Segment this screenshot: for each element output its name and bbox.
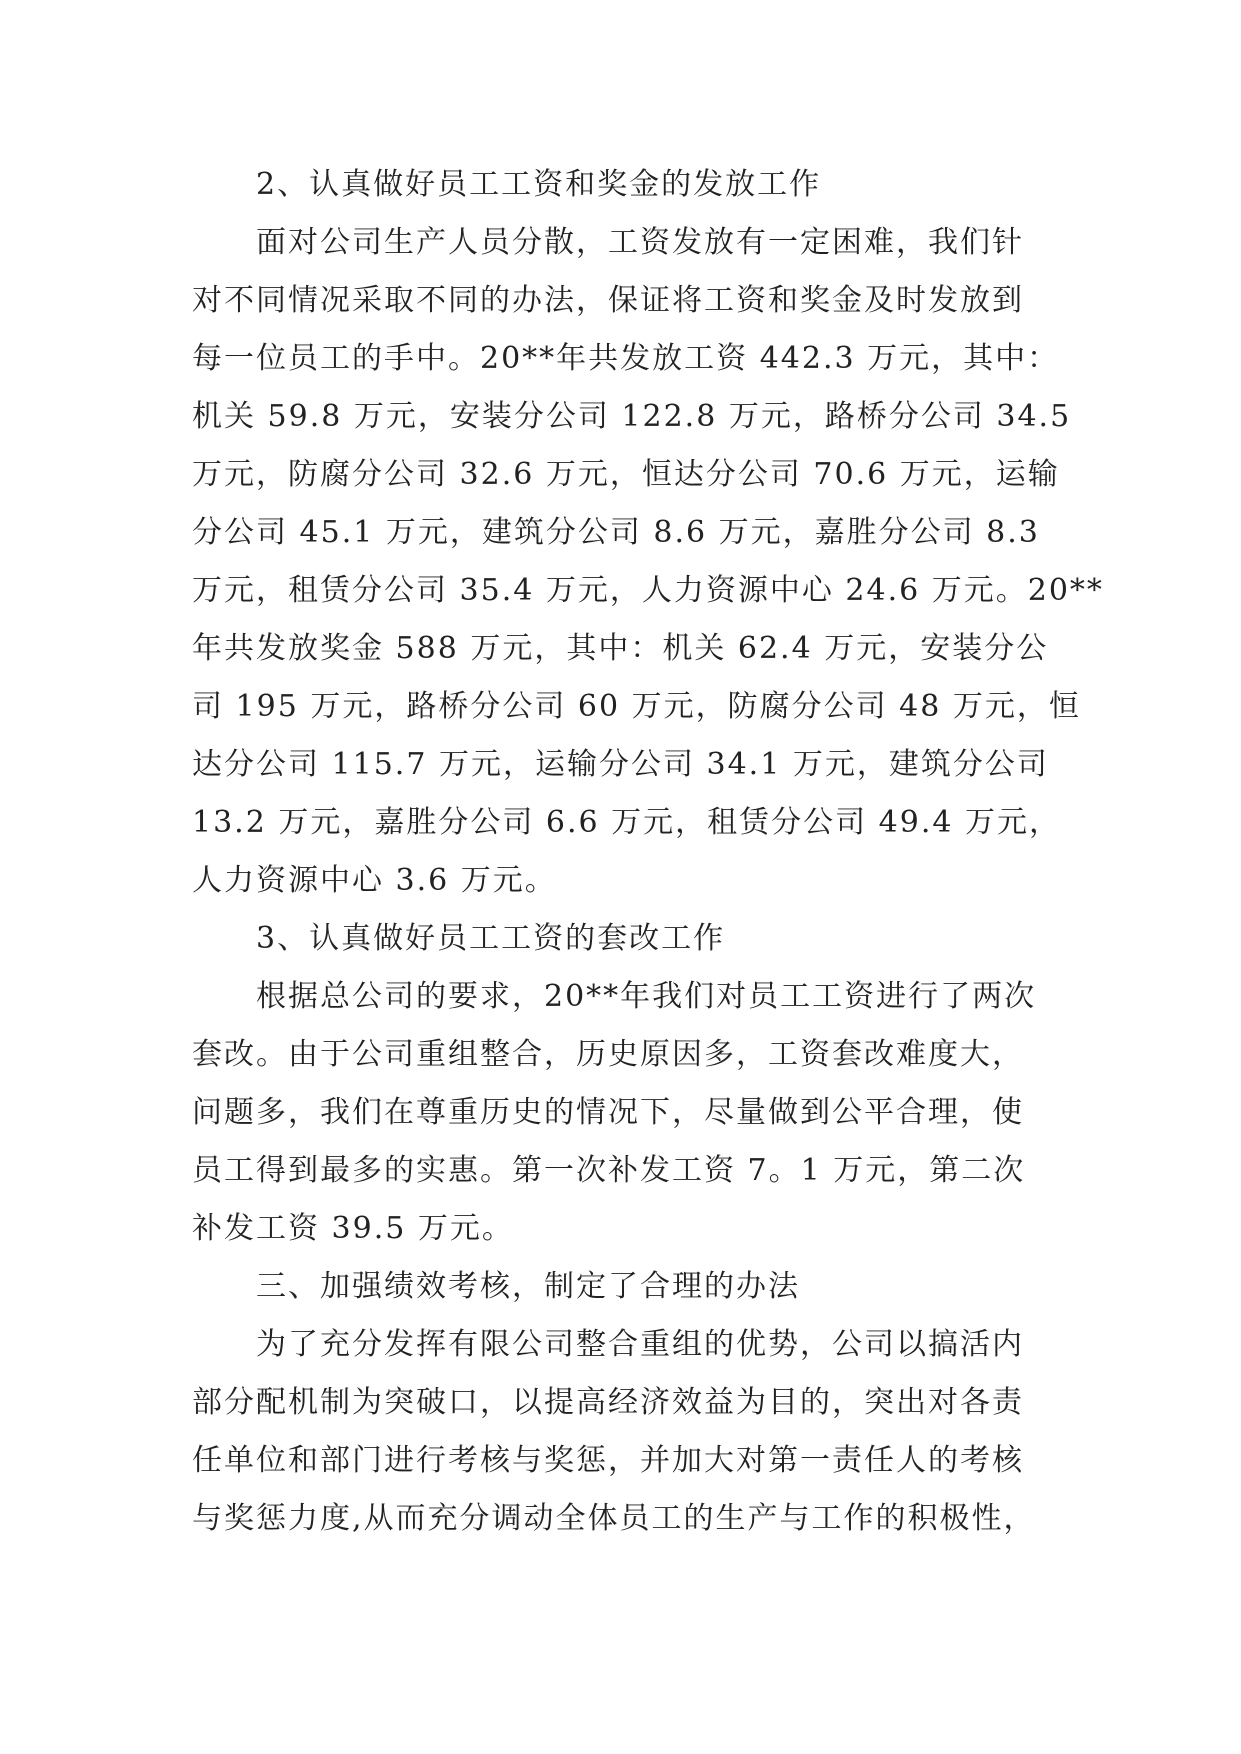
- paragraph-line: 对不同情况采取不同的办法，保证将工资和奖金及时发放到: [192, 283, 1024, 318]
- paragraph-line: 与奖惩力度,从而充分调动全体员工的生产与工作的积极性，: [192, 1501, 1036, 1536]
- document-body: [192, 156, 1104, 1548]
- paragraph-line: 年共发放奖金 588 万元，其中：机关 62.4 万元，安装分公: [192, 631, 1049, 666]
- paragraph-line: 为了充分发挥有限公司整合重组的优势，公司以搞活内: [256, 1327, 1024, 1362]
- paragraph-line: 部分配机制为突破口，以提高经济效益为目的，突出对各责: [192, 1385, 1024, 1420]
- paragraph-line: 任单位和部门进行考核与奖惩，并加大对第一责任人的考核: [192, 1443, 1024, 1478]
- section-heading-wage-bonus: 2、认真做好员工工资和奖金的发放工作: [256, 167, 822, 202]
- section-heading-performance: 三、加强绩效考核，制定了合理的办法: [256, 1269, 800, 1304]
- paragraph-line: 万元，防腐分公司 32.6 万元，恒达分公司 70.6 万元，运输: [192, 457, 1060, 492]
- paragraph-line: 达分公司 115.7 万元，运输分公司 34.1 万元，建筑分公司: [192, 747, 1049, 782]
- paragraph-line: 万元，租赁分公司 35.4 万元，人力资源中心 24.6 万元。20**: [192, 573, 1104, 608]
- paragraph-line: 问题多，我们在尊重历史的情况下，尽量做到公平合理，使: [192, 1095, 1024, 1130]
- paragraph-line: 人力资源中心 3.6 万元。: [192, 863, 557, 898]
- section-heading-wage-reform: 3、认真做好员工工资的套改工作: [256, 921, 726, 956]
- paragraph-line: 司 195 万元，路桥分公司 60 万元，防腐分公司 48 万元，恒: [192, 689, 1081, 724]
- paragraph-line: 补发工资 39.5 万元。: [192, 1211, 514, 1246]
- paragraph-line: 面对公司生产人员分散，工资发放有一定困难，我们针: [256, 225, 1024, 260]
- paragraph-line: 分公司 45.1 万元，建筑分公司 8.6 万元，嘉胜分公司 8.3: [192, 515, 1040, 550]
- paragraph-line: 根据总公司的要求，20**年我们对员工工资进行了两次: [256, 979, 1037, 1014]
- paragraph-line: 13.2 万元，嘉胜分公司 6.6 万元，租赁分公司 49.4 万元，: [192, 805, 1061, 840]
- paragraph-line: 套改。由于公司重组整合，历史原因多，工资套改难度大，: [192, 1037, 1024, 1072]
- paragraph-line: 每一位员工的手中。20**年共发放工资 442.3 万元，其中：: [192, 341, 1060, 376]
- paragraph-line: 员工得到最多的实惠。第一次补发工资 7。1 万元，第二次: [192, 1153, 1026, 1188]
- paragraph-line: 机关 59.8 万元，安装分公司 122.8 万元，路桥分公司 34.5: [192, 399, 1072, 434]
